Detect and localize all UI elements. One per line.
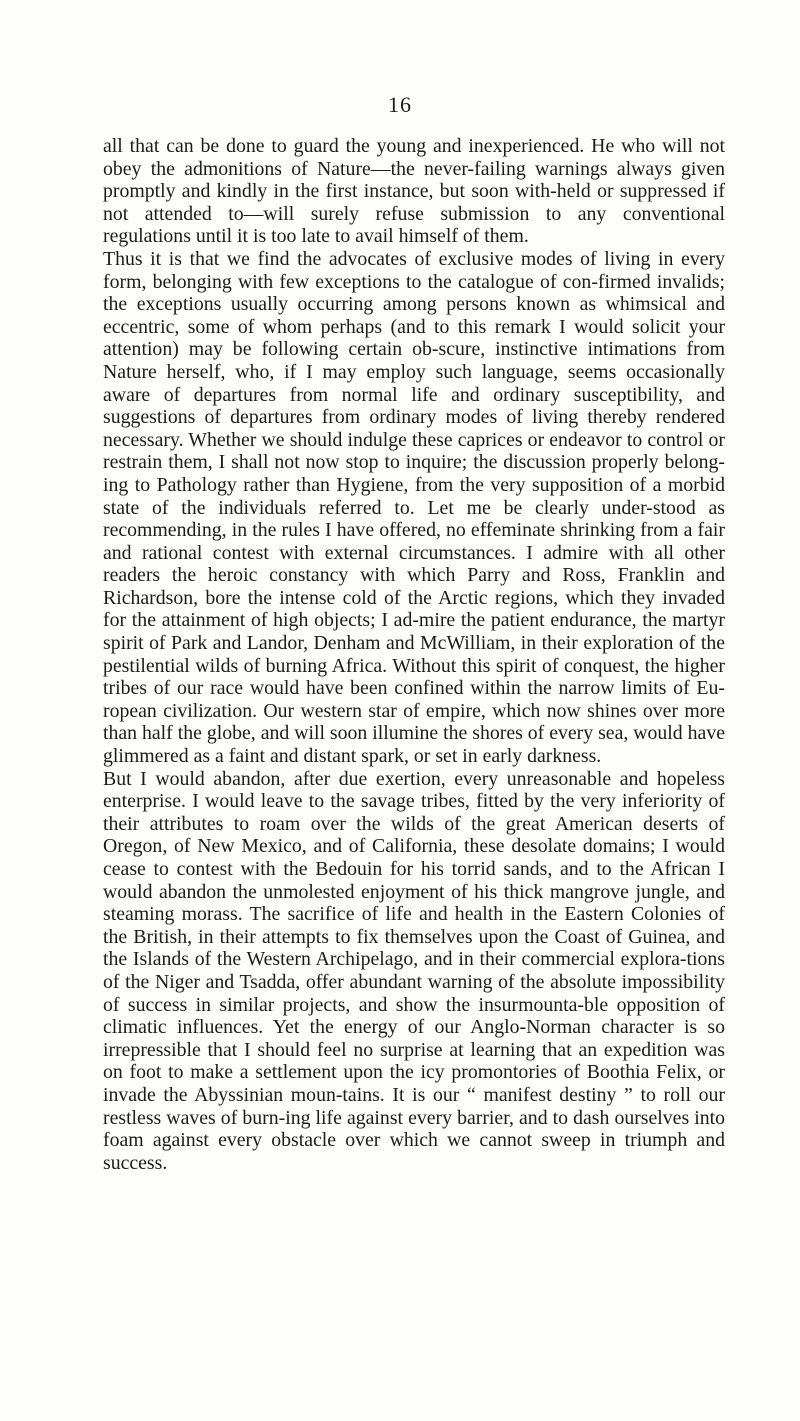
paragraph-2: Thus it is that we find the advocates of exclusive modes of living in every form, belonging with few exceptions to the catalogue of con-firmed invalids; the exceptions usually occurring among persons known as whimsical and eccentric, some of whom perhaps (and to this remark I would solicit your attention) may be following certain ob-scure, instinctive intimations from Nature herself, who, if I may employ such language, seems occasionally aware of departures from normal life and ordinary susceptibility, and suggestions of departures from ordinary modes of living thereby rendered necessary. Whether we should indulge these caprices or endeavor to control or restrain them, I shall not now stop to inquire; the discussion properly belong-ing to Pathology rather than Hygiene, from the very supposition of a morbid state of the individuals referred to. Let me be clearly under-stood as recommending, in the rules I have offered, no effeminate shrinking from a fair and rational contest with external circumstances. I admire with all other readers the heroic constancy with which Parry and Ross, Franklin and Richardson, bore the intense cold of the Arctic regions, which they invaded for the attainment of high objects; I ad-mire the patient endurance, the martyr spirit of Park and Landor, Denham and McWilliam, in their exploration of the pestilential wilds of burning Africa. Without this spirit of conquest, the higher tribes of our race would have been confined within the narrow limits of Eu-ropean civilization. Our western star of empire, which now shines over more than half the globe, and will soon illumine the shores of every sea, would have glimmered as a faint and distant spark, or set in early darkness. [103, 247, 725, 768]
paragraph-3: But I would abandon, after due exertion, every unreasonable and hopeless enterprise. I would leave to the savage tribes, fitted by the very inferiority of their attributes to roam over the wilds of the great American deserts of Oregon, of New Mexico, and of California, these desolate domains; I would cease to contest with the Bedouin for his torrid sands, and to the African I would abandon the unmolested enjoyment of his thick mangrove jungle, and steaming morass. The sacrifice of life and health in the Eastern Colonies of the British, in their attempts to fix themselves upon the Coast of Guinea, and the Islands of the Western Archipelago, and in their commercial explora-tions of the Niger and Tsadda, offer abundant warning of the absolute impossibility of success in similar projects, and show the insurmounta-ble opposition of climatic influences. Yet the energy of our Anglo-Norman character is so irrepressible that I should feel no surprise at learning that an expedition was on foot to make a settlement upon the icy promontories of Boothia Felix, or invade the Abyssinian moun-tains. It is our “ manifest destiny ” to roll our restless waves of burn-ing life against every barrier, and to dash ourselves into foam against every obstacle over which we cannot sweep in triumph and success. [103, 767, 725, 1174]
paragraph-1: all that can be done to guard the young and inexperienced. He who will not obey the admonitions of Nature—the never-failing warnings always given promptly and kindly in the first instance, but soon with-held or suppressed if not attended to—will surely refuse submission to any conventional regulations until it is too late to avail himself of them. [103, 135, 725, 248]
page-number: 16 [388, 92, 412, 117]
body-text [103, 135, 725, 1174]
